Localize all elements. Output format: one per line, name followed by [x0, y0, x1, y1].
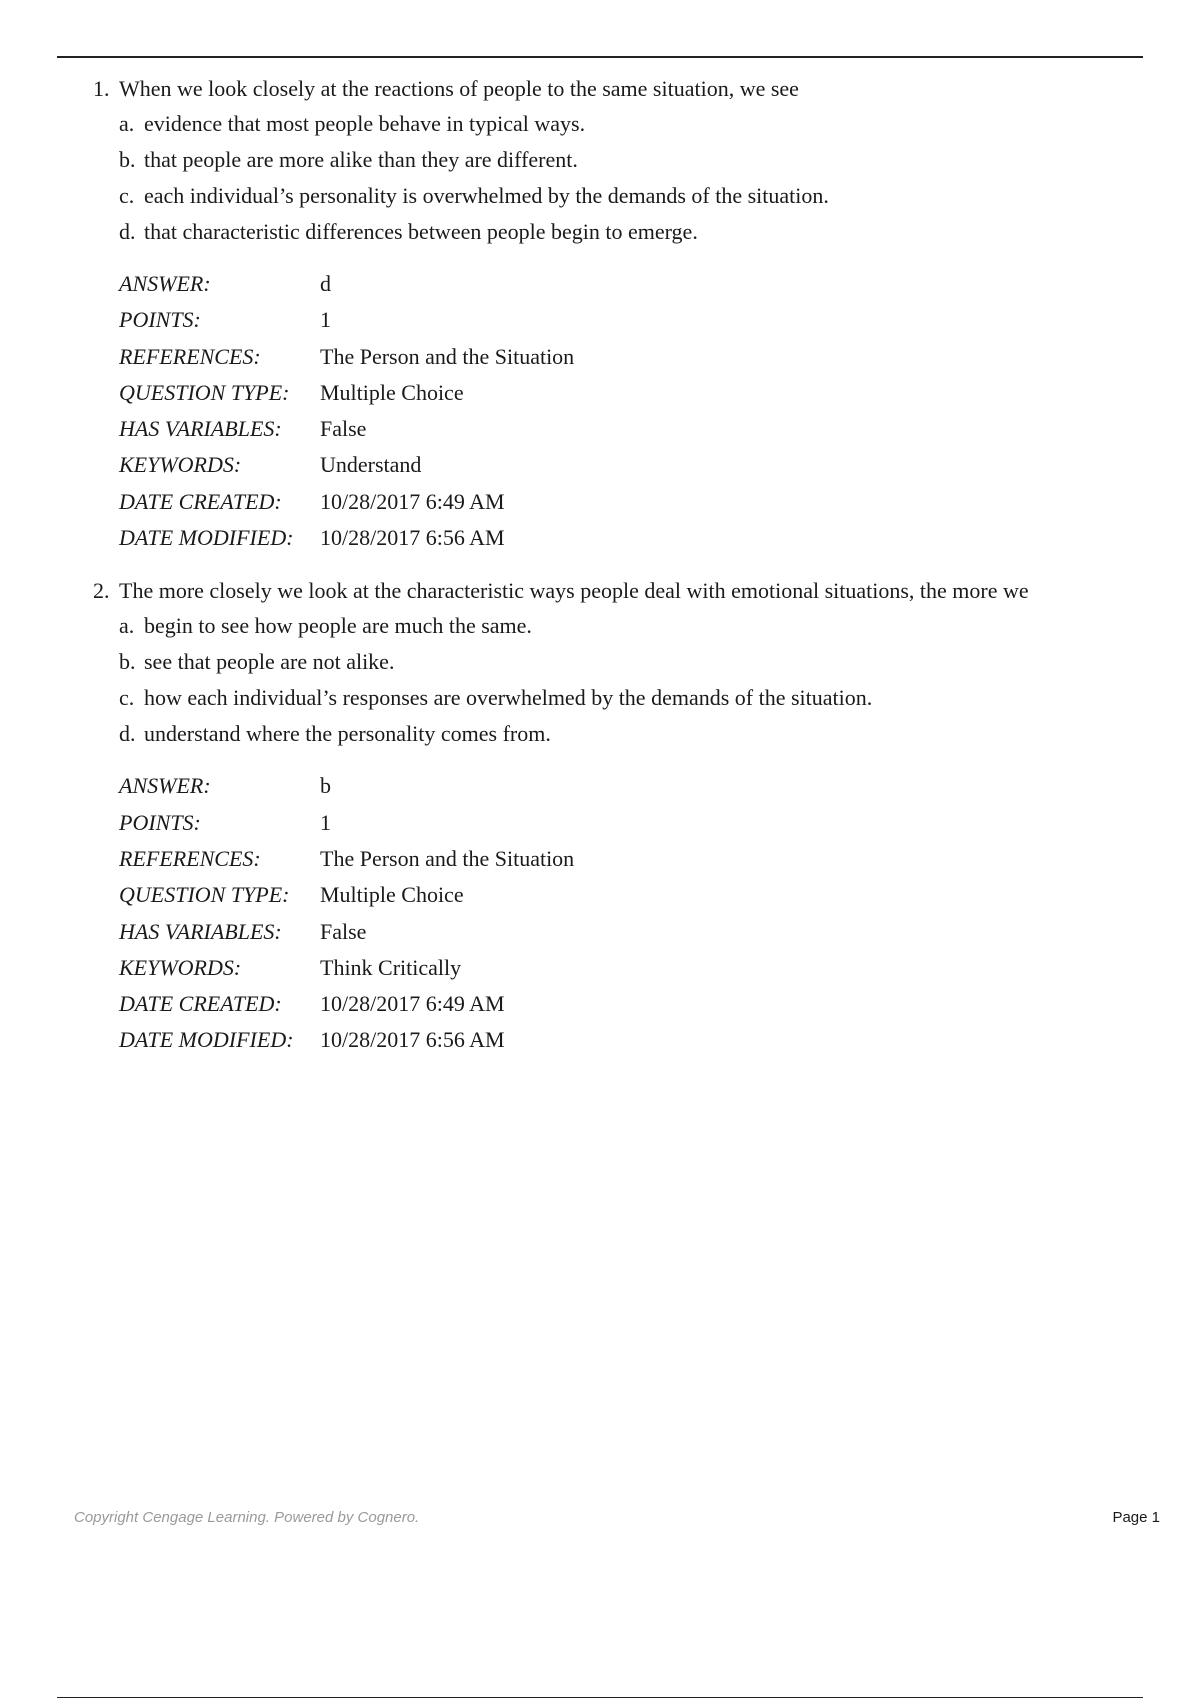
choice-c	[0, 178, 1200, 214]
meta-label: REFERENCES:	[119, 343, 261, 369]
choice-a	[0, 106, 1200, 142]
meta-label: POINTS:	[119, 809, 201, 835]
footer-rule	[57, 1697, 1143, 1698]
meta-label: KEYWORDS:	[119, 452, 242, 478]
meta-value: Multiple Choice	[320, 882, 464, 908]
meta-answer	[0, 768, 1200, 804]
meta-value: 1	[320, 809, 331, 835]
meta-question-type	[0, 877, 1200, 913]
meta-value: False	[320, 918, 367, 944]
meta-value: 10/28/2017 6:49 AM	[320, 991, 505, 1017]
meta-label: DATE CREATED:	[119, 991, 282, 1017]
choice-a	[0, 608, 1200, 644]
choice-letter: d.	[119, 219, 136, 244]
question-1	[0, 72, 1200, 556]
meta-label: KEYWORDS:	[119, 954, 242, 980]
footer-copyright: Copyright Cengage Learning. Powered by Cognero.	[74, 1509, 420, 1526]
choice-d	[0, 716, 1200, 752]
choice-text: see that people are not alike.	[144, 649, 395, 675]
question-stem	[0, 574, 1200, 608]
meta-label: DATE MODIFIED:	[119, 1027, 294, 1053]
meta-label: QUESTION TYPE:	[119, 379, 290, 405]
meta-value: Think Critically	[320, 954, 462, 980]
choice-letter: d.	[119, 721, 136, 747]
meta-references	[0, 339, 1200, 375]
meta-value: 10/28/2017 6:49 AM	[320, 488, 505, 514]
meta-has-variables	[0, 411, 1200, 447]
meta-keywords	[0, 950, 1200, 986]
question-stem	[0, 72, 1200, 106]
choice-text: evidence that most people behave in typical ways.	[144, 111, 586, 136]
meta-value: False	[320, 416, 367, 442]
choice-text: each individual’s personality is overwhelmed by the demands of the situation.	[144, 183, 829, 208]
meta-keywords	[0, 447, 1200, 483]
choice-c	[0, 680, 1200, 716]
choice-letter: a.	[119, 613, 135, 639]
choice-list	[0, 106, 1200, 250]
meta-value: d	[320, 271, 331, 296]
meta-references	[0, 841, 1200, 877]
meta-value: b	[320, 773, 331, 799]
choice-text: how each individual’s responses are overwhelmed by the demands of the situation.	[144, 685, 873, 711]
question-metadata	[0, 768, 1200, 1058]
meta-label: ANSWER:	[119, 271, 211, 296]
meta-label: DATE CREATED:	[119, 488, 282, 514]
choice-b	[0, 142, 1200, 178]
choice-list	[0, 608, 1200, 752]
question-2	[0, 574, 1200, 1058]
meta-label: DATE MODIFIED:	[119, 525, 294, 551]
meta-question-type	[0, 375, 1200, 411]
meta-label: REFERENCES:	[119, 845, 261, 871]
choice-letter: c.	[119, 183, 135, 208]
meta-points	[0, 302, 1200, 338]
question-text: The more closely we look at the characteristic ways people deal with emotional situations, the more we	[119, 578, 1029, 604]
choice-text: that characteristic differences between people begin to emerge.	[144, 219, 698, 244]
choice-text: begin to see how people are much the same.	[144, 613, 532, 639]
meta-label: POINTS:	[119, 307, 201, 333]
meta-has-variables	[0, 914, 1200, 950]
meta-points	[0, 805, 1200, 841]
meta-value: 1	[320, 307, 331, 333]
meta-answer	[0, 266, 1200, 302]
meta-label: HAS VARIABLES:	[119, 416, 282, 442]
meta-label: ANSWER:	[119, 773, 211, 799]
meta-label: QUESTION TYPE:	[119, 882, 290, 908]
meta-date-created	[0, 986, 1200, 1022]
question-text: When we look closely at the reactions of people to the same situation, we see	[119, 76, 799, 101]
choice-letter: c.	[119, 685, 135, 711]
choice-letter: a.	[119, 111, 135, 136]
meta-value: Understand	[320, 452, 422, 478]
header-rule	[57, 56, 1143, 58]
meta-value: 10/28/2017 6:56 AM	[320, 525, 505, 551]
choice-text: understand where the personality comes from.	[144, 721, 551, 747]
choice-d	[0, 214, 1200, 250]
choice-b	[0, 644, 1200, 680]
meta-date-modified	[0, 520, 1200, 556]
choice-letter: b.	[119, 649, 136, 675]
question-metadata	[0, 266, 1200, 556]
meta-value: Multiple Choice	[320, 379, 464, 405]
question-list	[0, 72, 1200, 1077]
question-number: 2.	[93, 578, 110, 604]
meta-value: The Person and the Situation	[320, 343, 575, 369]
choice-text: that people are more alike than they are different.	[144, 147, 578, 172]
question-number: 1.	[93, 76, 110, 101]
footer-page-number: Page 1	[1112, 1509, 1160, 1526]
meta-date-modified	[0, 1022, 1200, 1058]
meta-date-created	[0, 484, 1200, 520]
meta-label: HAS VARIABLES:	[119, 918, 282, 944]
choice-letter: b.	[119, 147, 136, 172]
meta-value: 10/28/2017 6:56 AM	[320, 1027, 505, 1053]
meta-value: The Person and the Situation	[320, 845, 575, 871]
